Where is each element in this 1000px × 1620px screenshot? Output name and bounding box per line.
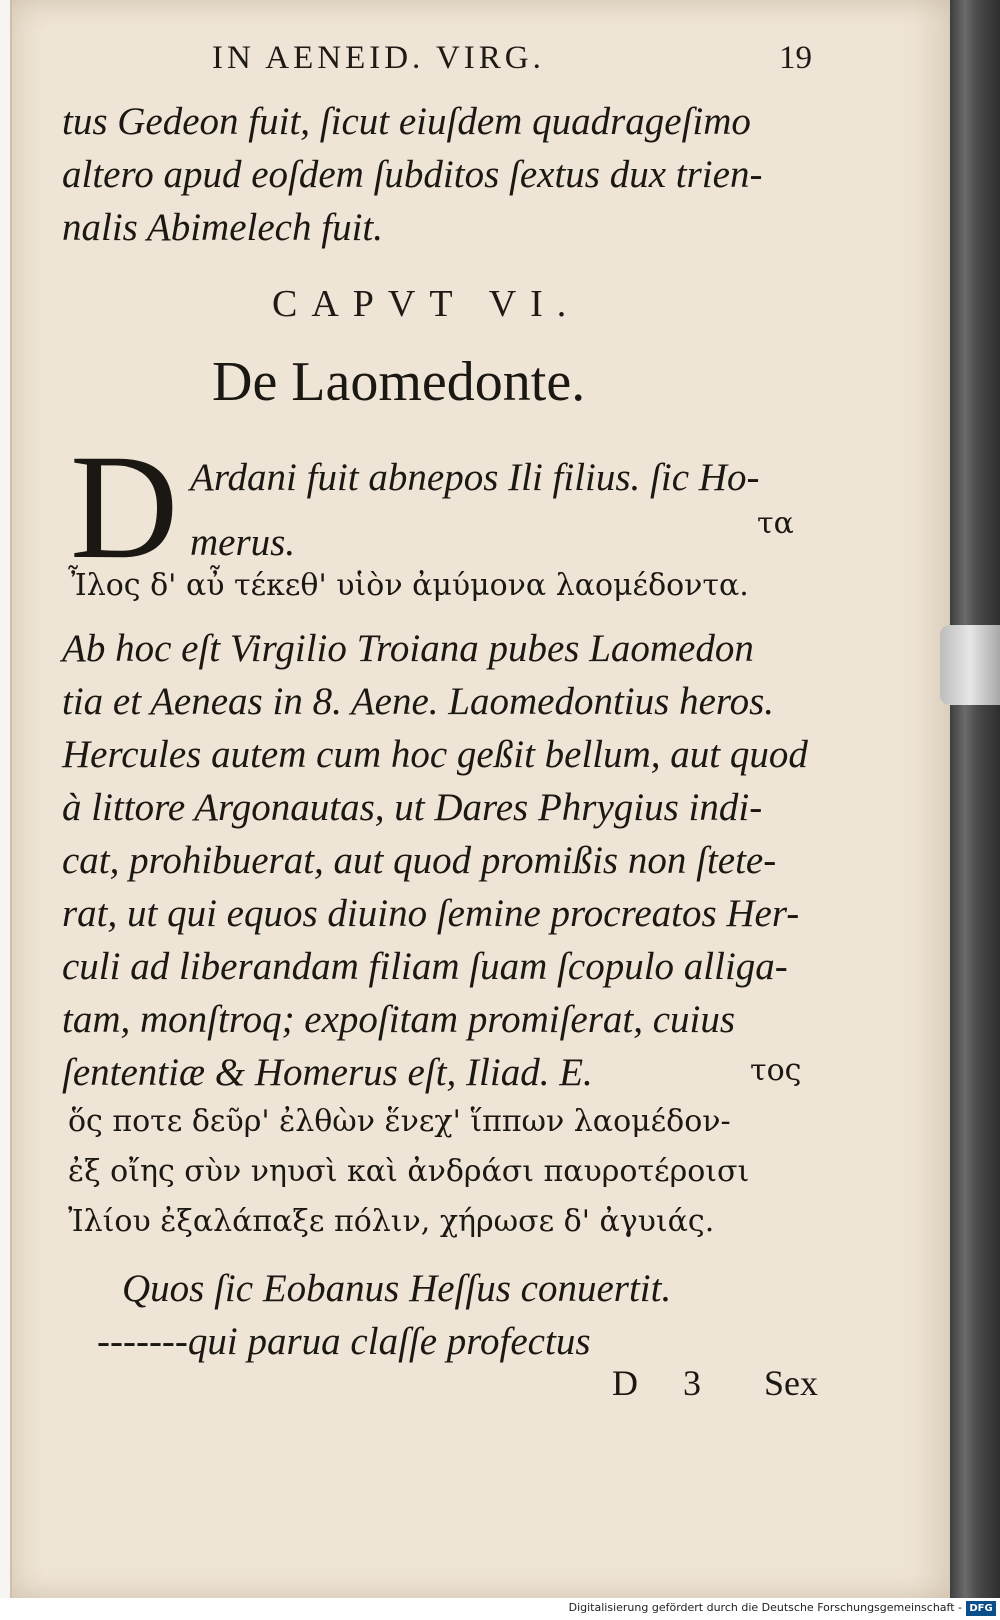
chapter-title: De Laomedonte.	[212, 351, 586, 413]
page-clip	[940, 625, 1000, 705]
dfg-logo: DFG	[966, 1601, 996, 1616]
text-line: rat, ut qui equos diuino ſemine procreatos Her-	[62, 892, 800, 935]
text-line: -------qui parua claſſe profectus	[97, 1320, 591, 1363]
footer	[0, 1598, 1000, 1620]
greek-catch: τα	[757, 506, 794, 541]
text-line: ſententiæ & Homerus eſt, Iliad. E.	[62, 1051, 593, 1094]
text-line: tia et Aeneas in 8. Aene. Laomedontius heros.	[62, 680, 775, 723]
running-head: IN AENEID. VIRG.	[212, 40, 545, 76]
footer-credit: Digitalisierung gefördert durch die Deutsche Forschungsgemeinschaft -	[568, 1601, 962, 1614]
page-header	[212, 40, 812, 90]
closing-paragraph	[97, 1262, 822, 1368]
text-line: Quos ſic Eobanus Heſſus conuertit.	[122, 1267, 672, 1310]
text-line: Ab hoc eſt Virgilio Troiana pubes Laomedon	[62, 627, 754, 670]
catchword: Sex	[764, 1363, 818, 1403]
chapter-number: CAPVT VI.	[272, 283, 581, 325]
opening-line: Ardani fuit abnepos Ili filius. ſic Ho-	[190, 456, 760, 499]
text-line: Hercules autem cum hoc geßit bellum, aut quod	[62, 733, 808, 776]
signature-mark: D 3	[612, 1363, 719, 1403]
text-line: culi ad liberandam filiam ſuam ſcopulo alliga-	[62, 945, 788, 988]
page-number: 19	[779, 40, 812, 76]
text-line: à littore Argonautas, ut Dares Phrygius indi-	[62, 786, 763, 829]
greek-catch: τος	[750, 1053, 802, 1088]
drop-cap: D	[70, 424, 179, 590]
text-line: tam, monſtroq; expoſitam promiſerat, cuius	[62, 998, 736, 1041]
text-line: cat, prohibuerat, aut quod promißis non ſtete-	[62, 839, 777, 882]
greek-quote-line: Ἰλίου ἐξαλάπαξε πόλιν, χήρωσε δ' ἀγυιάς.	[68, 1204, 715, 1239]
book-edge	[950, 0, 1000, 1598]
greek-quote-line: ἐξ οἴης σὺν νηυσὶ καὶ ἀνδράσι παυροτέροισι	[68, 1154, 750, 1189]
greek-quote-line: Ἶλος δ' αὖ τέκεθ' υἱὸν ἀμύμονα λαομέδοντα.	[68, 568, 749, 603]
text-line: tus Gedeon fuit, ſicut eiuſdem quadrageſimo	[62, 100, 751, 143]
book-page	[10, 0, 952, 1598]
text-line: altero apud eoſdem ſubditos ſextus dux trien-	[62, 153, 763, 196]
greek-quote-line: ὅς ποτε δεῦρ' ἐλθὼν ἕνεχ' ἵππων λαομέδον-	[68, 1104, 731, 1139]
body-paragraph	[62, 622, 822, 1099]
text-line: nalis Abimelech fuit.	[62, 206, 383, 249]
opening-line-2: merus.	[190, 521, 296, 564]
top-paragraph	[62, 95, 822, 254]
